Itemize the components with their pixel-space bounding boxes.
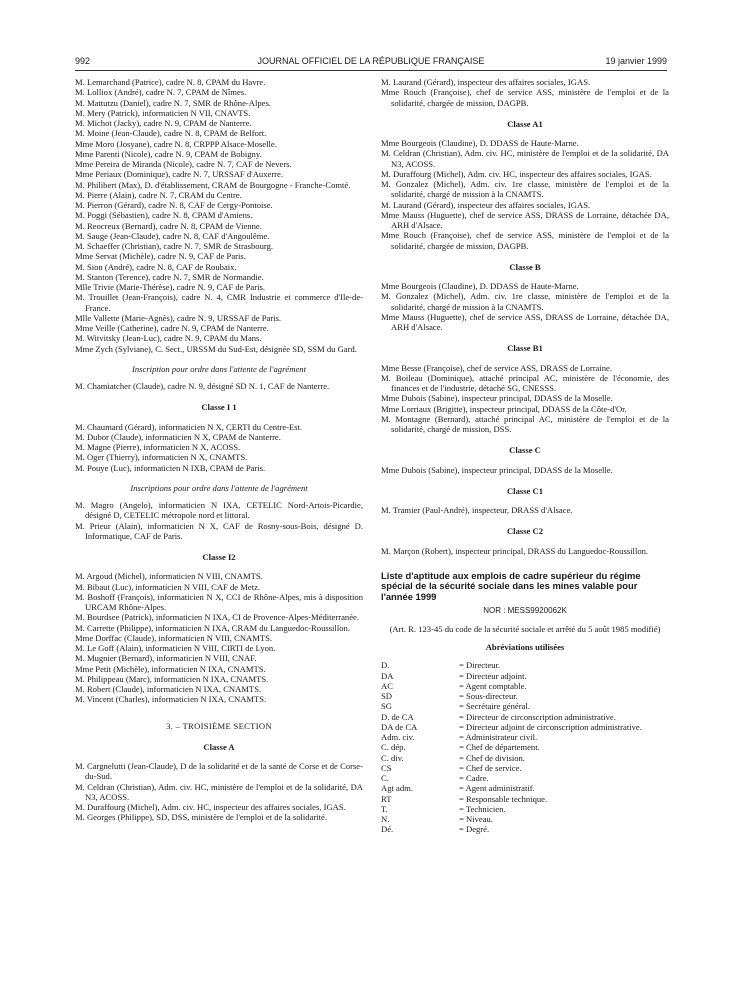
list-entry: M. Michot (Jacky), cadre N. 9, CPAM de Nanterre.: [75, 118, 252, 128]
abbreviation-key: N.: [381, 814, 390, 825]
list-entry: M. Sion (André), cadre N. 8, CAF de Roubaix.: [75, 261, 237, 272]
list-entry: M. Cargnelutti (Jean-Claude), D de la solidarité et de la santé de Corse et de Corse-du-Sud.: [75, 761, 363, 782]
abbreviation-key: SG: [381, 701, 392, 712]
list-entry: Mme Zych (Sylviane), C. Sect., URSSM du Sud-Est, désignée SD, SSM du Gard.: [75, 343, 357, 354]
abbreviation-meaning: = Technicien.: [459, 803, 506, 814]
abbreviation-row: [381, 712, 669, 722]
list-entry: Mlle Vallette (Marie-Agnès), cadre N. 9, URSSAF de Paris.: [75, 312, 282, 323]
abbreviation-key: Adm. civ.: [381, 732, 415, 743]
list-entry: M. Boileau (Dominique), attaché principal AC, ministère de l'économie, des finances et de l'industrie, détaché SG, CNESSS.: [381, 372, 669, 393]
list-entry: M. Celdran (Christian), Adm. civ. HC, ministère de l'emploi et de la solidarité, DA N3, ACOSS.: [381, 148, 669, 169]
list-entry: Mme Pereira de Miranda (Nicole), cadre N. 7, CAF de Nevers.: [75, 159, 292, 169]
abbreviation-meaning: = Administrateur civil.: [459, 732, 538, 743]
abbreviation-row: [381, 671, 669, 681]
inscription-note: Inscriptions pour ordre dans l'attente de l'agrément: [130, 482, 308, 493]
abbreviation-row: [381, 783, 669, 793]
header-rule: [75, 70, 667, 71]
abbreviation-key: D. de CA: [381, 711, 414, 722]
abbreviation-key: T.: [381, 803, 388, 814]
list-entry: M. Boshoff (François), informaticien N X, CCI de Rhône-Alpes, mis à disposition URCAM Rhône-Alpes.: [75, 591, 363, 612]
abbreviation-meaning: = Directeur adjoint.: [459, 670, 527, 681]
page-header: [75, 56, 667, 68]
list-entry: M. Chaumard (Gérard), informaticien N X, CERTI du Centre-Est.: [75, 421, 303, 432]
list-entry: M. Carrette (Philippe), informaticien N IXA, CRAM du Languedoc-Roussillon.: [75, 622, 350, 633]
list-entry: M. Gonzalez (Michel), Adm. civ. 1re classe, ministère de l'emploi et de la solidarité, chargé de mission à la CNAMTS.: [381, 179, 669, 200]
inscription-note: Inscription pour ordre dans l'attente de l'agrément: [132, 363, 306, 374]
abbreviation-meaning: = Directeur.: [459, 660, 501, 671]
list-entry: M. Bourdsee (Patrick), informaticien N IXA, CI de Provence-Alpes-Méditerranée.: [75, 612, 359, 623]
right-column-list: [381, 77, 669, 556]
abbreviation-row: [381, 722, 669, 732]
list-entry: Mlle Trivie (Marie-Thérèse), cadre N. 9, CAF de Paris.: [75, 282, 265, 292]
list-entry: M. Laurand (Gérard), inspecteur des affaires sociales, IGAS.: [381, 199, 591, 210]
class-heading: Classe I2: [202, 552, 236, 562]
article-reference: (Art. R. 123-45 du code de la sécurité sociale et arrêté du 5 août 1985 modifié): [389, 623, 661, 634]
list-entry: Mme Parenti (Nicole), cadre N. 9, CPAM de Bobigny.: [75, 148, 262, 159]
list-entry: M. Mattutzu (Daniel), cadre N. 7, SMR de Rhône-Alpes.: [75, 97, 271, 108]
list-entry: M. Philippeau (Marc), informaticien N IXA, CNAMTS.: [75, 673, 269, 684]
list-entry: M. Prieur (Alain), informaticien N X, CAF de Rosny-sous-Bois, désigné D. Informatique, CAF de Paris.: [75, 520, 363, 541]
abbreviation-row: [381, 824, 669, 834]
list-entry: M. Montagne (Bernard), attaché principal AC, ministère de l'emploi et de la solidarité, chargé de mission, DSS.: [381, 413, 669, 434]
list-entry: Mme Moro (Josyane), cadre N. 8, CRPPP Alsace-Moselle.: [75, 138, 277, 149]
list-entry: M. Georges (Philippe), SD, DSS, ministère de l'emploi et de la solidarité.: [75, 812, 328, 823]
list-entry: Mme Dubois (Sabine), inspecteur principal, DDASS de la Moselle.: [381, 464, 613, 475]
abbreviation-meaning: = Chef de division.: [459, 752, 525, 763]
abbreviation-row: [381, 753, 669, 763]
abbreviation-row: [381, 681, 669, 691]
class-heading: Classe A1: [507, 118, 543, 129]
section-heading: 3. – TROISIÈME SECTION: [166, 720, 272, 731]
abbreviation-row: [381, 660, 669, 670]
abbreviation-row: [381, 691, 669, 701]
abbreviation-key: DA de CA: [381, 721, 418, 732]
list-entry: M. Dubor (Claude), informaticien N X, CPAM de Nanterre.: [75, 431, 281, 442]
list-entry: M. Chamiatcher (Claude), cadre N. 9, désigné SD N. 1, CAF de Nanterre.: [75, 381, 330, 391]
list-entry: Mme Besse (Françoise), chef de service ASS, DRASS de Lorraine.: [381, 362, 613, 373]
abbreviation-key: CS: [381, 762, 392, 773]
class-heading: Classe B: [509, 261, 541, 272]
abbreviation-meaning: = Chef de département.: [459, 742, 540, 753]
abbreviation-meaning: = Secrétaire général.: [459, 701, 530, 712]
abbreviations-list: [381, 660, 669, 834]
abbreviation-key: Dé.: [381, 824, 394, 835]
list-entry: Mme Periaux (Dominique), cadre N. 7, URSSAF d'Auxerre.: [75, 169, 283, 180]
list-entry: Mme Mauss (Huguette), chef de service ASS, DRASS de Lorraine, détachée DA, ARH d'Alsace.: [381, 311, 669, 332]
right-column: [381, 77, 669, 835]
class-heading: Classe B1: [507, 343, 543, 354]
abbreviation-key: C. div.: [381, 752, 404, 763]
list-entry: M. Lemarchand (Patrice), cadre N. 8, CPAM du Havre.: [75, 77, 266, 87]
class-heading: Classe C2: [506, 526, 544, 537]
list-entry: M. Pierre (Alain), cadre N. 7, CRAM du Centre.: [75, 189, 242, 200]
list-entry: M. Schaeffer (Christian), cadre N. 7, SMR de Strasbourg.: [75, 241, 274, 251]
list-entry: M. Magne (Pierre), informaticien N X, ACOSS.: [75, 442, 241, 452]
abbreviation-row: [381, 814, 669, 824]
abbreviation-row: [381, 804, 669, 814]
abbreviation-row: [381, 794, 669, 804]
abbreviation-row: [381, 763, 669, 773]
list-entry: Mme Rouch (Françoise), chef de service ASS, ministère de l'emploi et de la solidarité, chargée de mission, DAGPB.: [381, 87, 669, 108]
list-entry: M. Duraffourg (Michel), Adm. civ. HC, inspecteur des affaires sociales, IGAS.: [381, 168, 652, 179]
list-entry: M. Argoud (Michel), informaticien N VIII, CNAMTS.: [75, 571, 263, 582]
class-heading: Classe C1: [506, 485, 544, 496]
abbreviation-key: DA: [381, 670, 394, 681]
list-entry: Mme Servat (Michèle), cadre N. 9, CAF de Paris.: [75, 251, 246, 262]
list-entry: M. Robert (Claude), informaticien N IXA, CNAMTS.: [75, 684, 262, 694]
list-entry: M. Magro (Angelo), informaticien N IXA, CETELIC Nord-Artois-Picardie, désigné D, CETELIC métropole nord et littoral.: [75, 500, 363, 521]
issue-date: 19 janvier 1999: [605, 56, 667, 66]
list-entry: M. Marçon (Robert), inspecteur principal, DRASS du Languedoc-Roussillon.: [381, 545, 649, 556]
list-entry: Mme Petit (Michèle), informaticien N IXA, CNAMTS.: [75, 663, 266, 674]
list-entry: Mme Dorffac (Claude), informaticien N VIII, CNAMTS.: [75, 632, 273, 643]
list-entry: M. Le Goff (Alain), informaticien N VIII, CIRTI de Lyon.: [75, 643, 276, 653]
abbreviation-row: [381, 732, 669, 742]
class-heading: Classe C: [509, 445, 541, 456]
abbreviation-key: C. dép.: [381, 742, 406, 753]
abbreviation-meaning: = Degré.: [459, 824, 490, 835]
list-entry: M. Gonzalez (Michel), Adm. civ. 1re classe, ministère de l'emploi et de la solidarité, chargé de mission à la CNAMTS.: [381, 291, 669, 312]
list-entry: M. Vincent (Charles), informaticien N IXA, CNAMTS.: [75, 694, 267, 705]
list-entry: Mme Mauss (Huguette), chef de service ASS, DRASS de Lorraine, détachée DA, ARH d'Alsace.: [381, 209, 669, 230]
list-entry: Mme Veille (Catherine), cadre N. 9, CPAM de Nanterre.: [75, 323, 269, 333]
liste-title: Liste d'aptitude aux emplois de cadre supérieur du régime spécial de la sécurité sociale dans les mines valable pour l'année 1999: [381, 569, 641, 602]
list-entry: Mme Dubois (Sabine), inspecteur principal, DDASS de la Moselle.: [381, 393, 613, 404]
page-number: 992: [75, 56, 91, 66]
left-column: [75, 77, 363, 823]
abbreviation-key: RT: [381, 793, 392, 804]
list-entry: Mme Bourgeois (Claudine), D. DDASS de Haute-Marne.: [381, 281, 579, 291]
abbreviation-meaning: = Directeur adjoint de circonscription administrative.: [459, 721, 642, 732]
abbreviation-meaning: = Agent comptable.: [459, 680, 527, 691]
abbreviation-key: C.: [381, 773, 389, 784]
journal-title: JOURNAL OFFICIEL DE LA RÉPUBLIQUE FRANÇAISE: [257, 56, 485, 66]
list-entry: M. Bibaut (Luc), informaticien N VIII, CAF de Metz.: [75, 581, 261, 592]
abbreviation-meaning: = Agent administratif.: [459, 783, 535, 794]
list-entry: M. Mery (Patrick), informaticien N VII, CNAVTS.: [75, 107, 251, 118]
abbreviation-key: AC: [381, 680, 393, 691]
abbreviation-meaning: = Responsable technique.: [459, 793, 548, 804]
list-entry: Mme Bourgeois (Claudine), D. DDASS de Haute-Marne.: [381, 138, 579, 148]
list-entry: M. Oger (Thierry), informaticien N X, CNAMTS.: [75, 452, 248, 463]
list-entry: M. Lolliox (André), cadre N. 7, CPAM de Nîmes.: [75, 87, 247, 98]
class-heading: Classe I 1: [201, 402, 237, 413]
list-entry: M. Tramier (Paul-André), inspecteur, DRASS d'Alsace.: [381, 505, 573, 515]
abbreviation-key: SD: [381, 691, 392, 702]
list-entry: M. Trouillet (Jean-François), cadre N. 4, CMR Industrie et commerce d'Ile-de-France.: [75, 292, 363, 313]
list-entry: M. Stanton (Terence), cadre N. 7, SMR de Normandie.: [75, 271, 264, 282]
abbreviation-row: [381, 742, 669, 752]
list-entry: M. Sauge (Jean-Claude), cadre N. 8, CAF d'Angoulême.: [75, 230, 270, 241]
abbreviation-row: [381, 773, 669, 783]
list-entry: M. Reocreux (Bernard), cadre N. 8, CPAM de Vienne.: [75, 220, 262, 231]
list-entry: Mme Rouch (Françoise), chef de service ASS, ministère de l'emploi et de la solidarité, chargée de mission, DAGPB.: [381, 230, 669, 251]
abbreviations-heading: Abréviations utilisées: [485, 642, 565, 653]
list-entry: M. Duraffourg (Michel), Adm. civ. HC, inspecteur des affaires sociales, IGAS.: [75, 802, 346, 812]
abbreviation-key: Agt adm.: [381, 783, 413, 794]
abbreviation-meaning: = Niveau.: [459, 814, 493, 825]
abbreviation-meaning: = Sous-directeur.: [459, 691, 518, 702]
abbreviation-row: [381, 701, 669, 711]
abbreviation-meaning: = Cadre.: [459, 773, 489, 784]
abbreviation-meaning: = Chef de service.: [459, 762, 522, 773]
list-entry: M. Mugnier (Bernard), informaticien N VIII, CNAF.: [75, 653, 257, 664]
list-entry: M. Moine (Jean-Claude), cadre N. 8, CPAM de Belfort.: [75, 128, 267, 139]
abbreviation-meaning: = Directeur de circonscription administrative.: [459, 711, 616, 722]
list-entry: M. Philibert (Max), D. d'établissement, CRAM de Bourgogne - Franche-Comté.: [75, 179, 351, 190]
list-entry: M. Witvitsky (Jean-Luc), cadre N. 9, CPAM du Mans.: [75, 333, 262, 344]
list-entry: M. Laurand (Gérard), inspecteur des affaires sociales, IGAS.: [381, 77, 591, 87]
nor-reference: NOR : MESS9920062K: [483, 605, 567, 615]
list-entry: M. Poggi (Sébastien), cadre N. 8, CPAM d'Amiens.: [75, 210, 253, 221]
list-entry: M. Pouye (Luc), informaticien N IXB, CPAM de Paris.: [75, 462, 266, 473]
list-entry: M. Celdran (Christian), Adm. civ. HC, ministère de l'emploi et de la solidarité, DA N3, ACOSS.: [75, 781, 363, 802]
list-entry: M. Pierron (Gérard), cadre N. 8, CAF de Cergy-Pontoise.: [75, 200, 273, 210]
class-heading: Classe A: [203, 741, 235, 752]
abbreviation-key: D.: [381, 660, 390, 671]
list-entry: Mme Lorriaux (Brigitte), inspecteur principal, DDASS de la Côte-d'Or.: [381, 403, 627, 414]
